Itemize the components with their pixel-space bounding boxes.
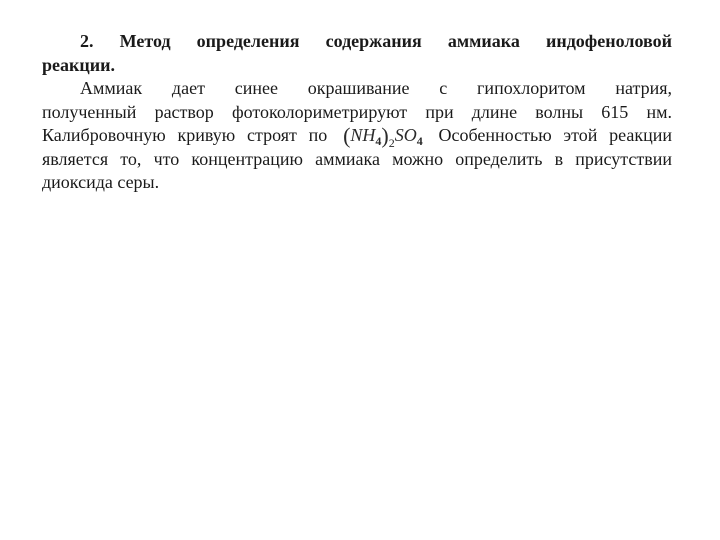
- heading-line-1: 2. Метод определения содержания аммиака индофеноловой: [80, 31, 672, 51]
- body-line-3-start: Калибровочную кривую строят по: [42, 125, 328, 145]
- body-line-5: диоксида серы.: [42, 172, 160, 192]
- formula-close-paren: ): [381, 123, 389, 148]
- heading-line-2: реакции.: [42, 54, 115, 75]
- body-line-3-end: Особенностью этой реакции: [438, 125, 673, 145]
- formula-sub-2: 2: [388, 136, 395, 150]
- document-text: [42, 30, 672, 195]
- formula-sub-4a: 4: [375, 134, 382, 148]
- body-line-2: полученный раствор фотоколориметрируют при длине волны 615 нм.: [42, 101, 672, 122]
- body-line-1: Аммиак дает синее окрашивание с гипохлоритом натрия,: [80, 78, 672, 98]
- formula-so: SO: [394, 125, 417, 145]
- body-line-3: [42, 124, 672, 148]
- body-line-4: является то, что концентрацию аммиака можно определить в присутствии: [42, 148, 672, 169]
- formula-open-paren: (: [343, 123, 351, 148]
- formula-sub-4b: 4: [416, 134, 423, 148]
- formula-nh: NH: [350, 125, 376, 145]
